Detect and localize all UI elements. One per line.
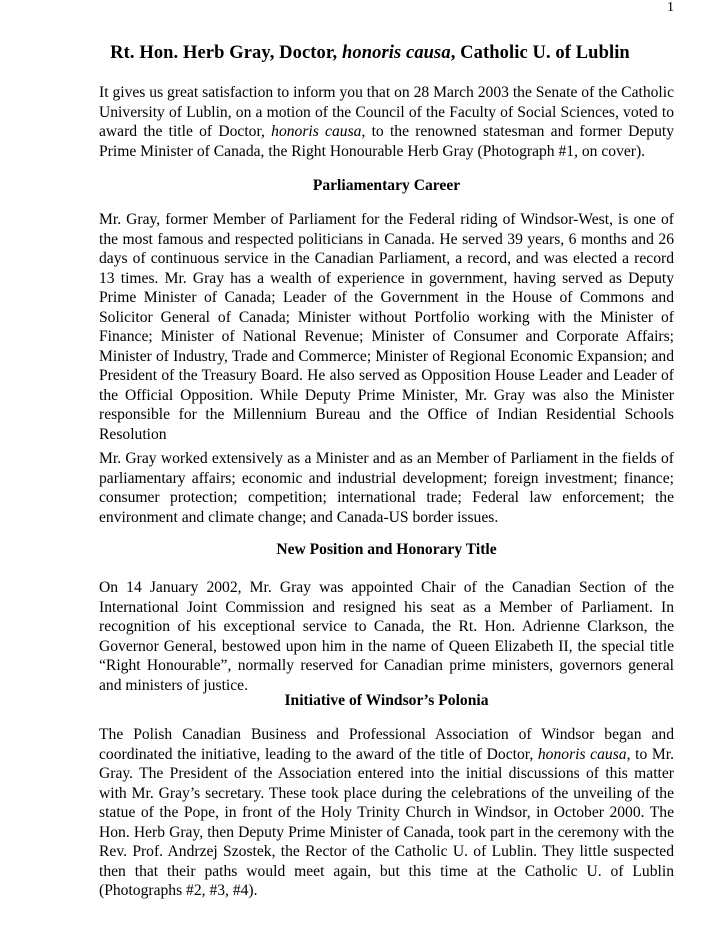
paragraph-text-1: The Polish Canadian Business and Professional Association of Windsor began and coordinated the initiative, leading to the award of the title of Doctor, [99,726,674,763]
paragraph-windsor-polonia [99,725,674,901]
document-title [60,43,680,64]
paragraph-new-position [99,578,674,695]
paragraph-text: Mr. Gray, former Member of Parliament for the Federal riding of Windsor-West, is one of the most famous and respected politicians in Canada. He served 39 years, 6 months and 26 days of continuous service in the Canadian Parliament, a record, and was elected a record 13 times. Mr. Gray has a wealth of experience in government, having served as Deputy Prime Minister of Canada; Leader of the Government in the House of Commons and Solicitor General of Canada; Minister without Portfolio working with the Minister of Finance; Minister of National Revenue; Minister of Consumer and Corporate Affairs; Minister of Industry, Trade and Commerce; Minister of Regional Economic Expansion; and President of the Treasury Board. He also served as Opposition House Leader and Leader of the Official Opposition. While Deputy Prime Minister, Mr. Gray was also the Minister responsible for the Millennium Bureau and the Office of Indian Residential Schools Resolution [99,211,674,443]
title-italic: honoris causa [341,43,451,63]
section-heading-new-position: New Position and Honorary Title [276,541,497,558]
intro-paragraph [99,83,674,161]
title-prefix: Rt. Hon. Herb Gray, Doctor, [110,43,342,63]
intro-text-2: , to the renowned statesman and former Deputy Prime Minister of Canada, the Right Honourable Herb Gray (Photograph #1, on cover). [99,123,675,160]
paragraph-ministerial-fields [99,449,674,527]
paragraph-parliamentary-career [99,210,674,444]
section-heading-windsor-polonia: Initiative of Windsor’s Polonia [284,692,489,709]
paragraph-text-2: , to Mr. Gray. The President of the Association entered into the initial discussions of this matter with Mr. Gray’s secretary. These took place during the celebrations of the unveiling of the statue of the Pope, in front of the Holy Trinity Church in Windsor, in October 2000. The Hon. Herb Gray, then Deputy Prime Minister of Canada, took part in the ceremony with the Rev. Prof. Andrzej Szostek, the Rector of the Catholic U. of Lublin. They little suspected then that their paths would meet again, but this time at the Catholic U. of Lublin (Photographs #2, #3, #4). [99,745,675,899]
page-number: 1 [667,0,674,15]
paragraph-text: Mr. Gray worked extensively as a Minister and as an Member of Parliament in the fields of parliamentary affairs; economic and industrial development; foreign investment; finance; consumer protection; competition; international trade; Federal law enforcement; the environment and climate change; and Canada-US border issues. [99,450,674,526]
section-heading-parliamentary-career: Parliamentary Career [312,177,461,194]
title-suffix: , Catholic U. of Lublin [450,43,630,63]
paragraph-italic: honoris causa [537,745,627,763]
intro-italic: honoris causa [271,123,362,140]
intro-text-1: It gives us great satisfaction to inform you that on 28 March 2003 the Senate of the Catholic University of Lublin, on a motion of the Council of the Faculty of Social Sciences, voted to award the title of Doctor, [99,84,674,140]
paragraph-text: On 14 January 2002, Mr. Gray was appointed Chair of the Canadian Section of the International Joint Commission and resigned his seat as a Member of Parliament. In recognition of his exceptional service to Canada, the Rt. Hon. Adrienne Clarkson, the Governor General, bestowed upon him in the name of Queen Elizabeth II, the special title “Right Honourable”, normally reserved for Canadian prime ministers, governors general and ministers of justice. [99,579,674,694]
